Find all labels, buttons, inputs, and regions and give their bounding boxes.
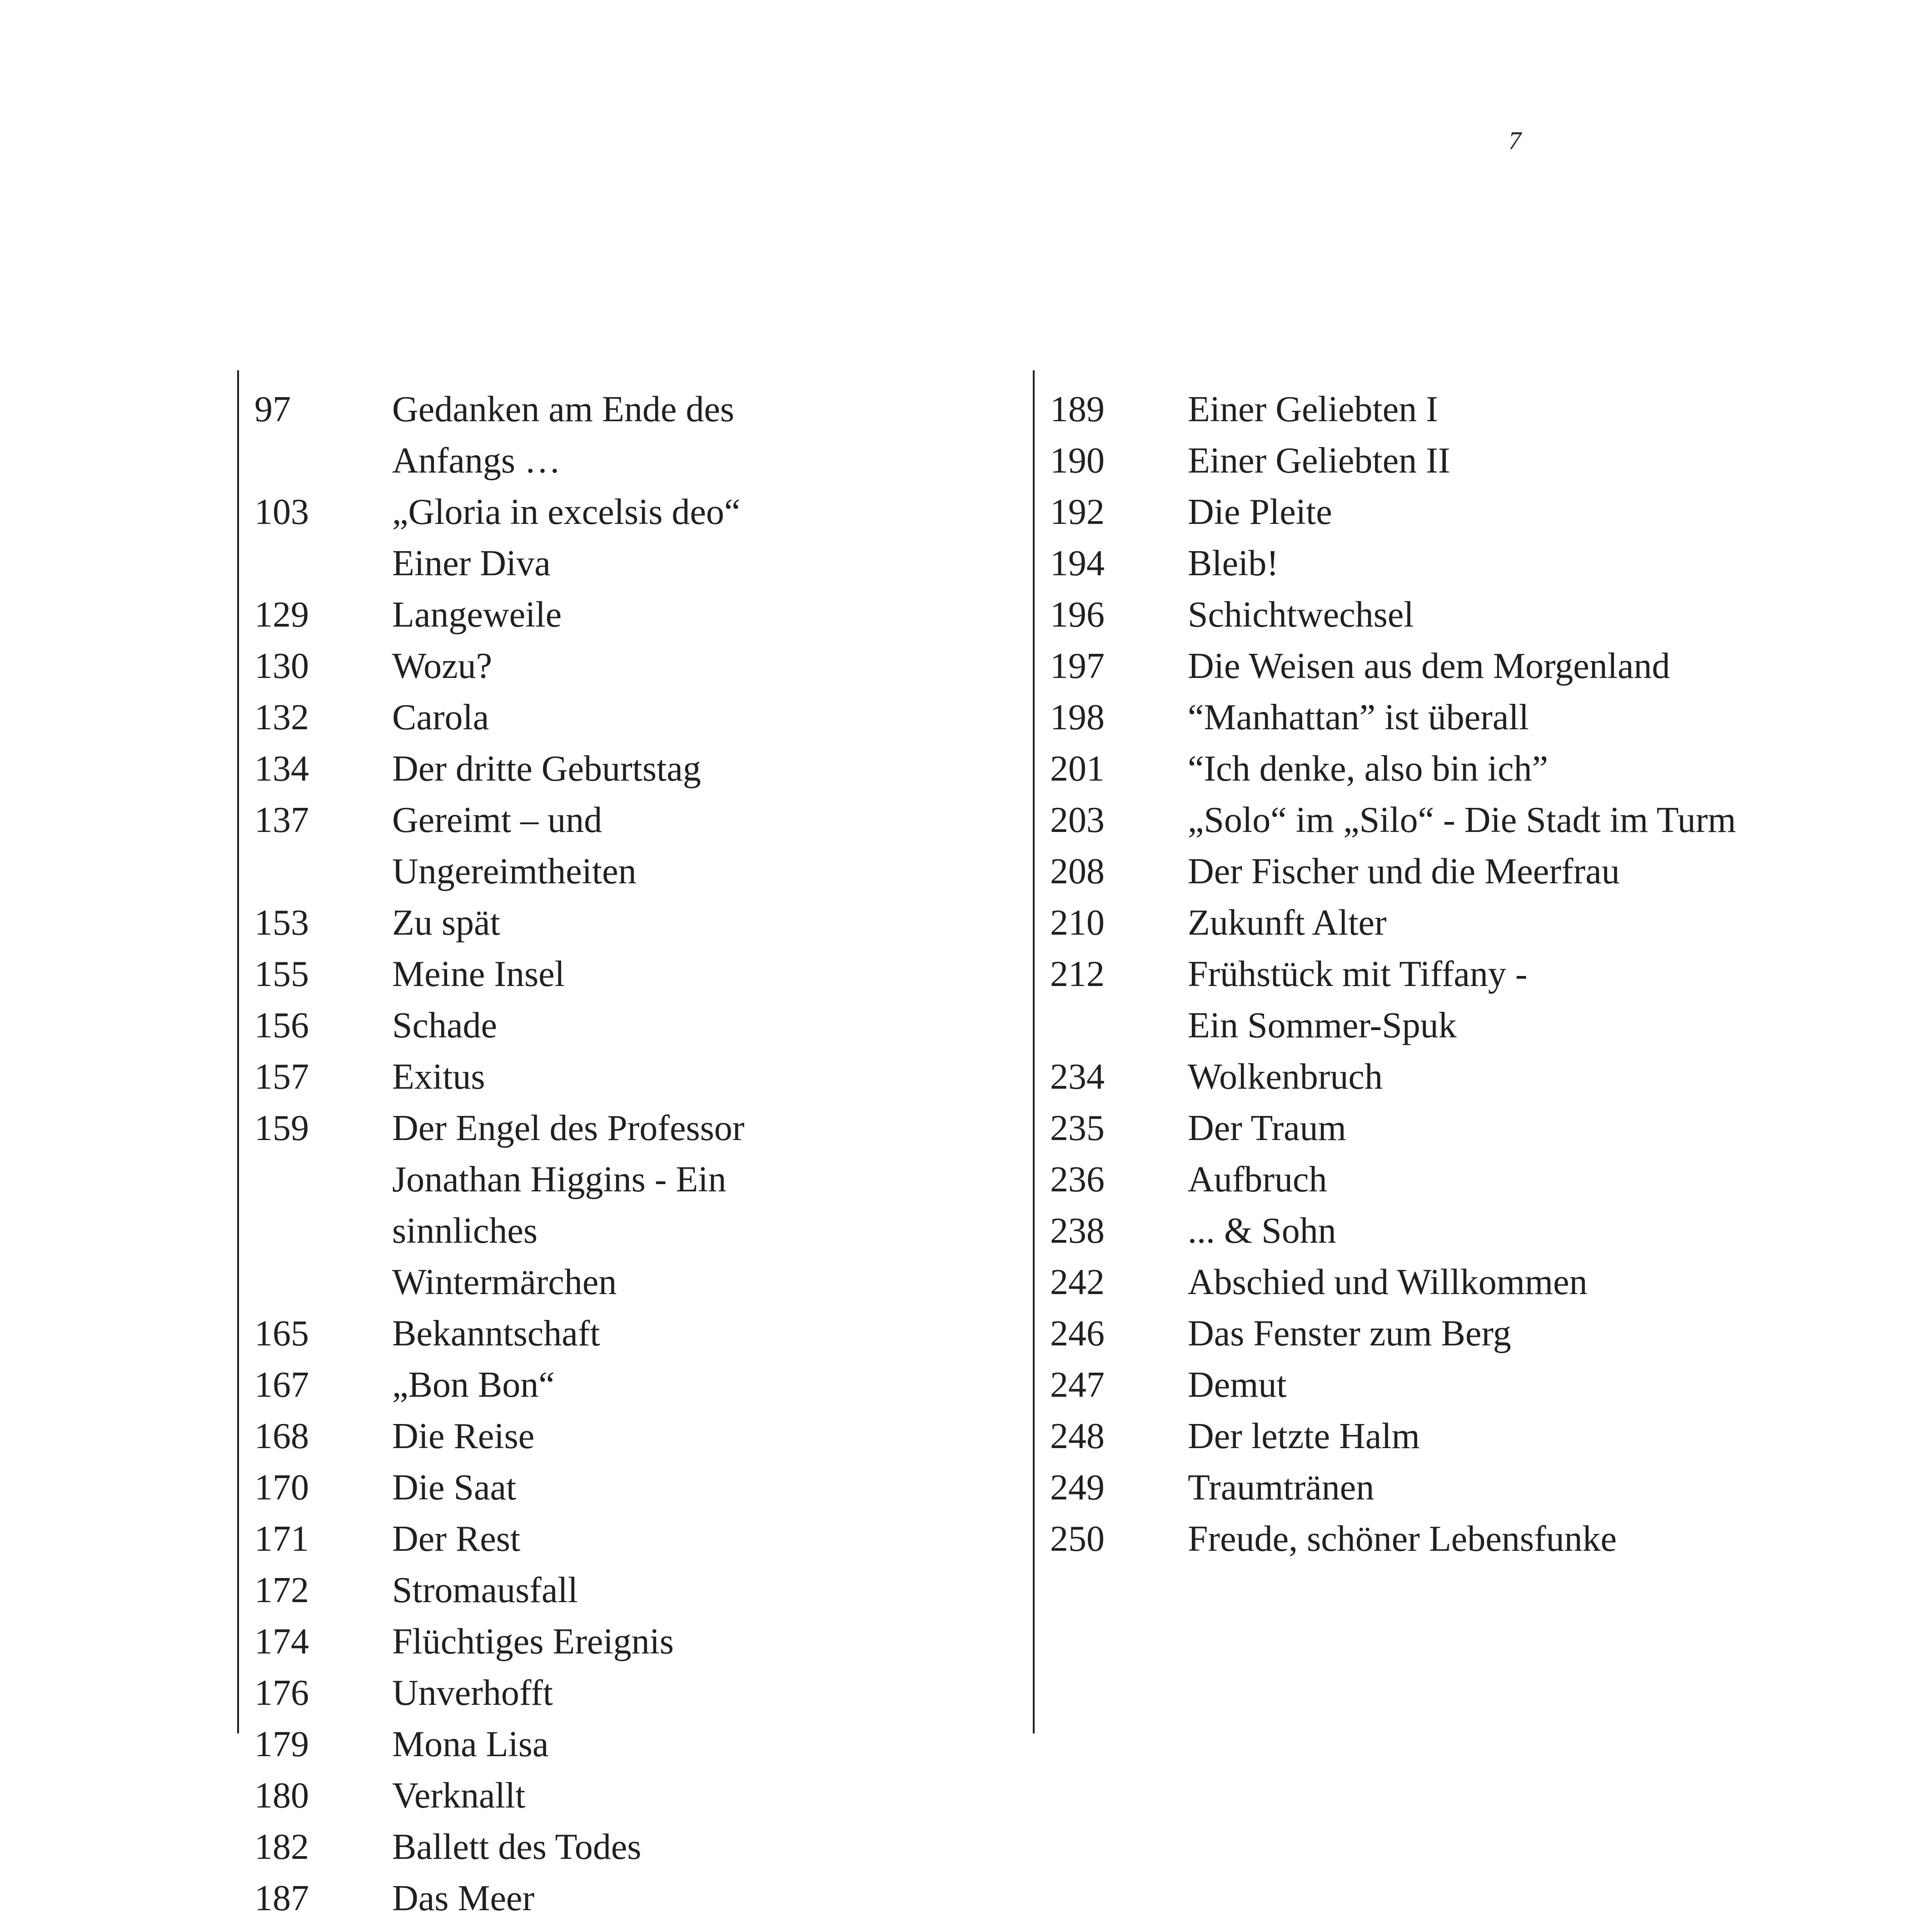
toc-entry (239, 1565, 801, 1616)
toc-entry-title: “Manhattan” ist überall (1188, 697, 1529, 737)
toc-entry-title: Die Weisen aus dem Morgenland (1188, 646, 1670, 686)
toc-entry-page: 234 (1050, 1057, 1105, 1097)
toc-entry-title: Flüchtiges Ereignis (392, 1622, 674, 1662)
toc-entry-title: Schade (392, 1006, 498, 1046)
toc-entry-title: Langeweile (392, 595, 562, 635)
toc-entry-page: 103 (254, 492, 309, 532)
toc-entry-page: 134 (254, 749, 309, 789)
toc-entry (239, 384, 801, 487)
toc-entry-title: Die Saat (392, 1468, 517, 1508)
toc-entry-title: Unverhofft (392, 1673, 553, 1713)
toc-entry (1035, 1257, 1787, 1308)
toc-entry (1035, 384, 1787, 435)
toc-entry-title: Wolkenbruch (1188, 1057, 1383, 1097)
toc-entry-title: Freude, schöner Lebensfunke (1188, 1519, 1617, 1559)
page-number: 7 (1509, 127, 1521, 155)
toc-entry-title: Wozu? (392, 646, 493, 686)
toc-entry-page: 172 (254, 1570, 309, 1610)
toc-entry (239, 949, 801, 1000)
toc-entry (239, 1411, 801, 1462)
toc-entry (1035, 641, 1787, 692)
toc-entry (1035, 589, 1787, 641)
toc-entry-page: 165 (254, 1314, 309, 1354)
toc-entry (239, 487, 801, 589)
toc-entry-page: 189 (1050, 389, 1105, 429)
toc-entry (1035, 1051, 1787, 1103)
toc-entry (1035, 692, 1787, 743)
toc-entry (239, 1770, 801, 1822)
toc-entry (239, 1103, 801, 1308)
toc-entry (239, 795, 801, 897)
toc-entry (1035, 1154, 1787, 1205)
toc-entry (1035, 1462, 1787, 1514)
toc-entry-title: Einer Geliebten II (1188, 441, 1450, 481)
toc-entry (1035, 1103, 1787, 1154)
toc-entry-title: ... & Sohn (1188, 1211, 1336, 1251)
toc-entry-title: Bleib! (1188, 543, 1279, 583)
toc-entry-title: Der dritte Geburtstag (392, 749, 701, 789)
toc-entry-title: Verknallt (392, 1776, 526, 1816)
toc-entry-page: 157 (254, 1057, 309, 1097)
toc-entry-page: 97 (254, 389, 291, 429)
toc-entry-title: Stromausfall (392, 1570, 578, 1610)
toc-entry (1035, 1514, 1787, 1565)
toc-entry-page: 130 (254, 646, 309, 686)
toc-entry (1035, 1205, 1787, 1257)
toc-entry-page: 190 (1050, 441, 1105, 481)
toc-entry (239, 1051, 801, 1103)
toc-entry-page: 167 (254, 1365, 309, 1405)
toc-entry-title: Mona Lisa (392, 1724, 549, 1764)
toc-entry-page: 194 (1050, 543, 1105, 583)
toc-entry-page: 170 (254, 1468, 309, 1508)
toc-entry-title: Der Engel des Professor Jonathan Higgins - Ein sinnliches Wintermärchen (392, 1108, 745, 1302)
toc-entry-page: 242 (1050, 1262, 1105, 1302)
toc-entry-page: 168 (254, 1416, 309, 1456)
toc-entry (1035, 949, 1787, 1051)
toc-entry (239, 1308, 801, 1359)
toc-column-left (237, 370, 801, 1918)
toc-entry (239, 1000, 801, 1051)
toc-entry-title: Der Rest (392, 1519, 521, 1559)
toc-entry-page: 155 (254, 954, 309, 994)
toc-entry-title: Zu spät (392, 903, 500, 943)
toc-entry-page: 203 (1050, 800, 1105, 840)
toc-entry-page: 129 (254, 595, 309, 635)
toc-entry (239, 1462, 801, 1514)
toc-entry-title: Die Reise (392, 1416, 535, 1456)
toc-entry (239, 1668, 801, 1719)
toc-entry-title: Schichtwechsel (1188, 595, 1414, 635)
toc-entry-title: Der letzte Halm (1188, 1416, 1420, 1456)
toc-entry-page: 187 (254, 1878, 309, 1918)
toc-entry (239, 692, 801, 743)
toc-entry (239, 1719, 801, 1770)
toc-entry-title: „Gloria in excelsis deo“ Einer Diva (392, 492, 741, 583)
toc-entry (1035, 846, 1787, 897)
toc-entry (239, 1873, 801, 1924)
toc-entry (239, 641, 801, 692)
toc-entry-page: 192 (1050, 492, 1105, 532)
toc-entry-title: Ballett des Todes (392, 1827, 642, 1867)
toc-entry-page: 137 (254, 800, 309, 840)
toc-entry (239, 589, 801, 641)
toc-entry-page: 174 (254, 1622, 309, 1662)
toc-entry-title: Abschied und Willkommen (1188, 1262, 1588, 1302)
toc-entry-title: Gereimt – und Ungereimtheiten (392, 800, 637, 891)
toc-entry-title: „Bon Bon“ (392, 1365, 555, 1405)
toc-entry-title: Das Meer (392, 1878, 535, 1918)
toc-entry-page: 197 (1050, 646, 1105, 686)
toc-entry (1035, 743, 1787, 795)
toc-entry-page: 182 (254, 1827, 309, 1867)
toc-entry-page: 198 (1050, 697, 1105, 737)
toc-entry-page: 247 (1050, 1365, 1105, 1405)
toc-list (239, 370, 801, 1924)
toc-entry-title: Aufbruch (1188, 1160, 1327, 1200)
toc-entry-page: 196 (1050, 595, 1105, 635)
toc-column-right (1033, 370, 1787, 1733)
toc-entry-title: Die Pleite (1188, 492, 1332, 532)
toc-entry-title: Das Fenster zum Berg (1188, 1314, 1511, 1354)
toc-entry-page: 159 (254, 1108, 309, 1148)
toc-entry (1035, 1308, 1787, 1359)
toc-entry-page: 171 (254, 1519, 309, 1559)
toc-entry-page: 236 (1050, 1160, 1105, 1200)
toc-entry (239, 1514, 801, 1565)
toc-entry-title: Exitus (392, 1057, 485, 1097)
toc-entry (239, 1359, 801, 1411)
toc-list (1035, 370, 1787, 1565)
toc-entry-title: Traumtränen (1188, 1468, 1374, 1508)
toc-entry (239, 1616, 801, 1668)
toc-entry-page: 250 (1050, 1519, 1105, 1559)
toc-entry-page: 153 (254, 903, 309, 943)
toc-entry-title: Der Traum (1188, 1108, 1346, 1148)
toc-entry-title: Einer Geliebten I (1188, 389, 1438, 429)
toc-entry-title: Zukunft Alter (1188, 903, 1387, 943)
toc-entry-title: Demut (1188, 1365, 1287, 1405)
toc-entry-title: Carola (392, 697, 489, 737)
toc-entry-title: Gedanken am Ende des Anfangs … (392, 389, 735, 481)
toc-entry-page: 248 (1050, 1416, 1105, 1456)
toc-entry-title: Frühstück mit Tiffany - Ein Sommer-Spuk (1188, 954, 1528, 1046)
toc-entry (1035, 1411, 1787, 1462)
toc-entry-page: 208 (1050, 851, 1105, 891)
toc-entry-page: 156 (254, 1006, 309, 1046)
toc-entry-page: 132 (254, 697, 309, 737)
toc-entry-title: Der Fischer und die Meerfrau (1188, 851, 1620, 891)
toc-entry-page: 238 (1050, 1211, 1105, 1251)
toc-entry-page: 212 (1050, 954, 1105, 994)
toc-entry-page: 179 (254, 1724, 309, 1764)
toc-entry-page: 210 (1050, 903, 1105, 943)
toc-entry-title: “Ich denke, also bin ich” (1188, 749, 1549, 789)
toc-entry-page: 235 (1050, 1108, 1105, 1148)
toc-entry-title: „Solo“ im „Silo“ - Die Stadt im Turm (1188, 800, 1736, 840)
toc-entry (239, 743, 801, 795)
toc-entry (1035, 538, 1787, 589)
toc-entry-page: 249 (1050, 1468, 1105, 1508)
toc-entry-title: Bekanntschaft (392, 1314, 600, 1354)
toc-entry-title: Meine Insel (392, 954, 565, 994)
toc-entry (1035, 487, 1787, 538)
toc-entry (1035, 1359, 1787, 1411)
toc-entry-page: 176 (254, 1673, 309, 1713)
toc-entry-page: 201 (1050, 749, 1105, 789)
toc-entry-page: 180 (254, 1776, 309, 1816)
toc-entry (1035, 435, 1787, 487)
toc-entry (239, 897, 801, 949)
toc-entry (1035, 897, 1787, 949)
toc-entry (239, 1822, 801, 1873)
toc-entry (1035, 795, 1787, 846)
toc-entry-page: 246 (1050, 1314, 1105, 1354)
